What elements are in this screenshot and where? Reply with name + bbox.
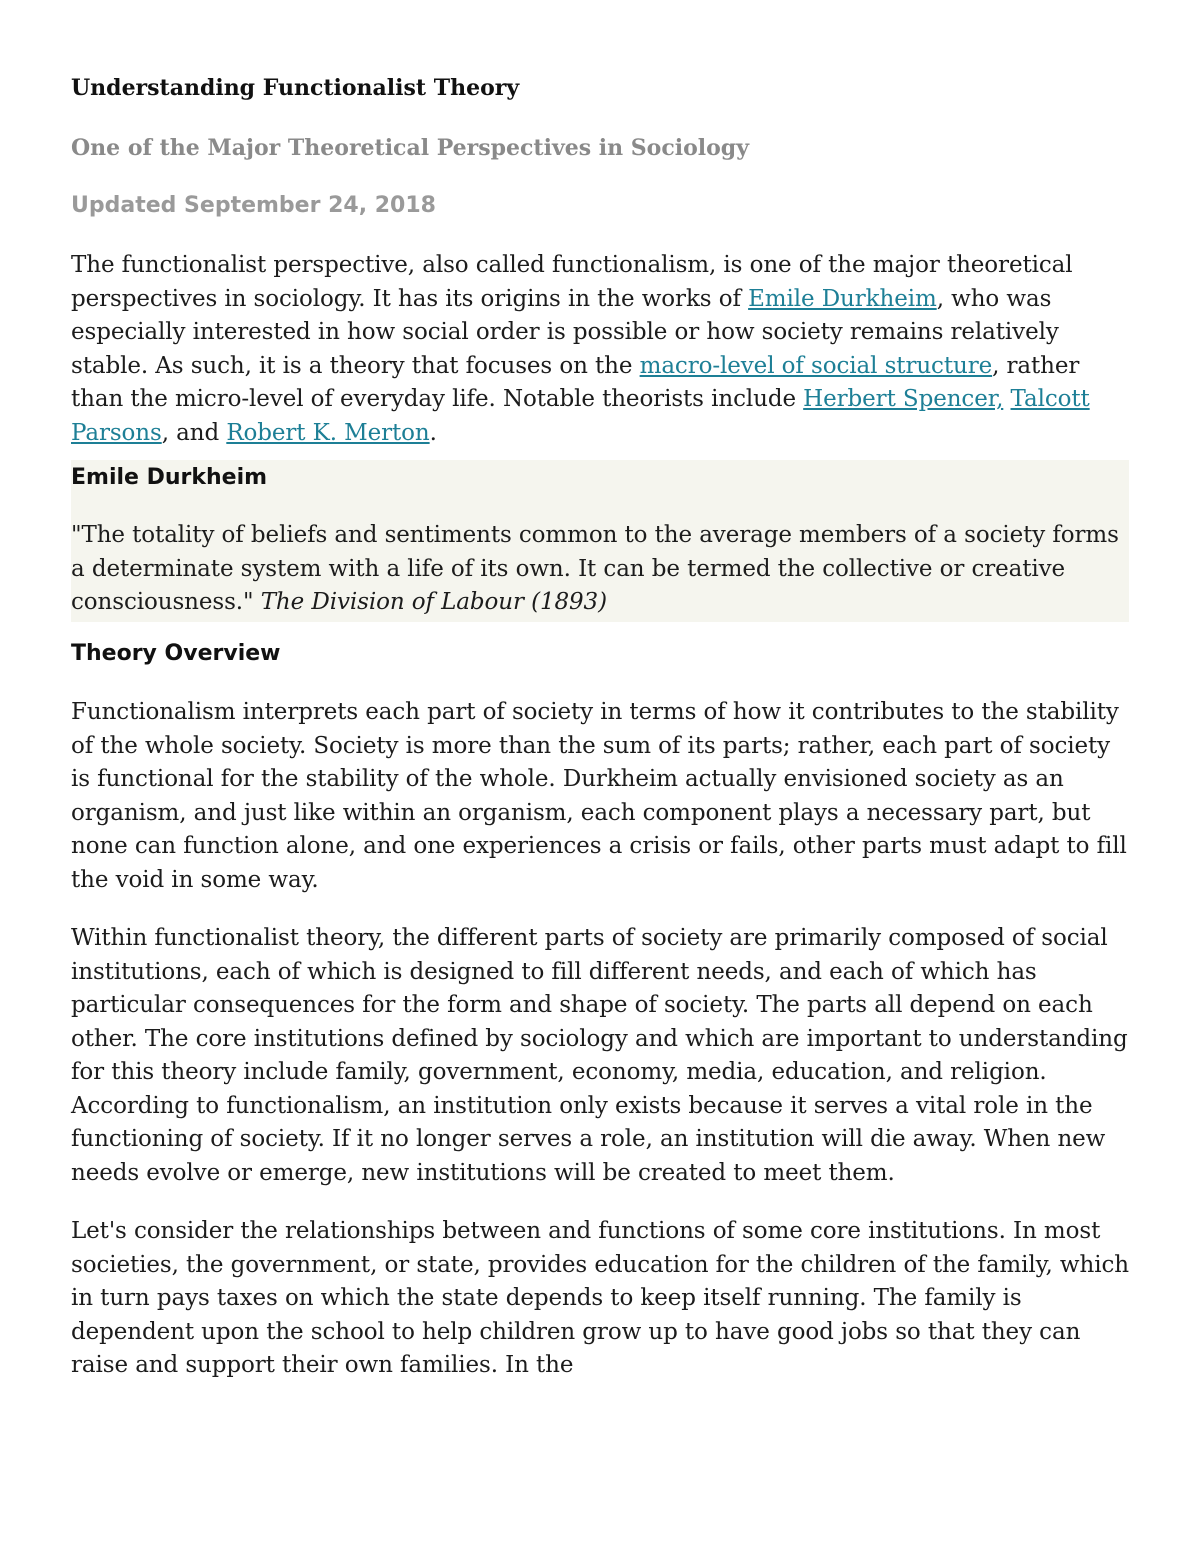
document-subtitle: One of the Major Theoretical Perspectives in Sociology bbox=[71, 135, 749, 161]
intro-text-6: . bbox=[429, 419, 437, 446]
intro-paragraph bbox=[71, 249, 1129, 450]
quote-source: The Division of Labour (1893) bbox=[260, 589, 607, 615]
overview-paragraph-2: Within functionalist theory, the different parts of society are primarily composed of social institutions, each of which is designed to fill different needs, and each of which has particular consequences for the form and shape of society. The parts all depend on each other. The core institutions defined by sociology and which are important to understanding for this theory include family, government, economy, media, education, and religion. According to functionalism, an institution only exists because it serves a vital role in the functioning of society. If it no longer serves a role, an institution will die away. When new needs evolve or emerge, new institutions will be created to meet them. bbox=[71, 925, 1128, 1186]
document-page bbox=[71, 72, 1129, 1408]
intro-text-5: , and bbox=[161, 419, 227, 446]
link-talcott-parsons[interactable]: Talcott Parsons bbox=[71, 386, 1090, 446]
overview-heading: Theory Overview bbox=[71, 641, 281, 666]
quote-text bbox=[71, 519, 1129, 620]
intro-text-3: , rather than the micro-level of everyday life. Notable theorists include bbox=[71, 352, 1080, 412]
intro-text-4 bbox=[1003, 386, 1010, 412]
quote-body: "The totality of beliefs and sentiments common to the average members of a society forms a determinate system with a life of its own. It can be termed the collective or creative consciousness." bbox=[71, 522, 1119, 615]
link-emile-durkheim[interactable]: Emile Durkheim bbox=[748, 285, 937, 312]
link-robert-merton[interactable]: Robert K. Merton bbox=[226, 419, 430, 446]
quote-box bbox=[71, 460, 1129, 622]
document-title: Understanding Functionalist Theory bbox=[71, 75, 520, 101]
link-herbert-spencer[interactable]: Herbert Spencer, bbox=[803, 386, 1004, 412]
link-macro-level[interactable]: macro-level of social structure bbox=[639, 352, 993, 379]
updated-date: Updated September 24, 2018 bbox=[71, 193, 436, 218]
overview-paragraph-3: Let's consider the relationships between and functions of some core institutions. In most societies, the government, or state, provides education for the children of the family, which in turn pays taxes on which the state depends to keep itself running. The family is dependent upon the school to help children grow up to have good jobs so that they can raise and support their own families. In the bbox=[71, 1218, 1129, 1378]
intro-text-2: , who was especially interested in how social order is possible or how society remains relatively stable. As such, it is a theory that focuses on the bbox=[71, 285, 1059, 379]
overview-paragraph-1: Functionalism interprets each part of society in terms of how it contributes to the stability of the whole society. Society is more than the sum of its parts; rather, each part of society is functional for the stability of the whole. Durkheim actually envisioned society as an organism, and just like within an organism, each component plays a necessary part, but none can function alone, and one experiences a crisis or fails, other parts must adapt to fill the void in some way. bbox=[71, 699, 1127, 893]
quote-heading: Emile Durkheim bbox=[71, 465, 268, 490]
intro-text-1: The functionalist perspective, also called functionalism, is one of the major theoretical perspectives in sociology. It has its origins in the works of bbox=[71, 252, 1073, 312]
